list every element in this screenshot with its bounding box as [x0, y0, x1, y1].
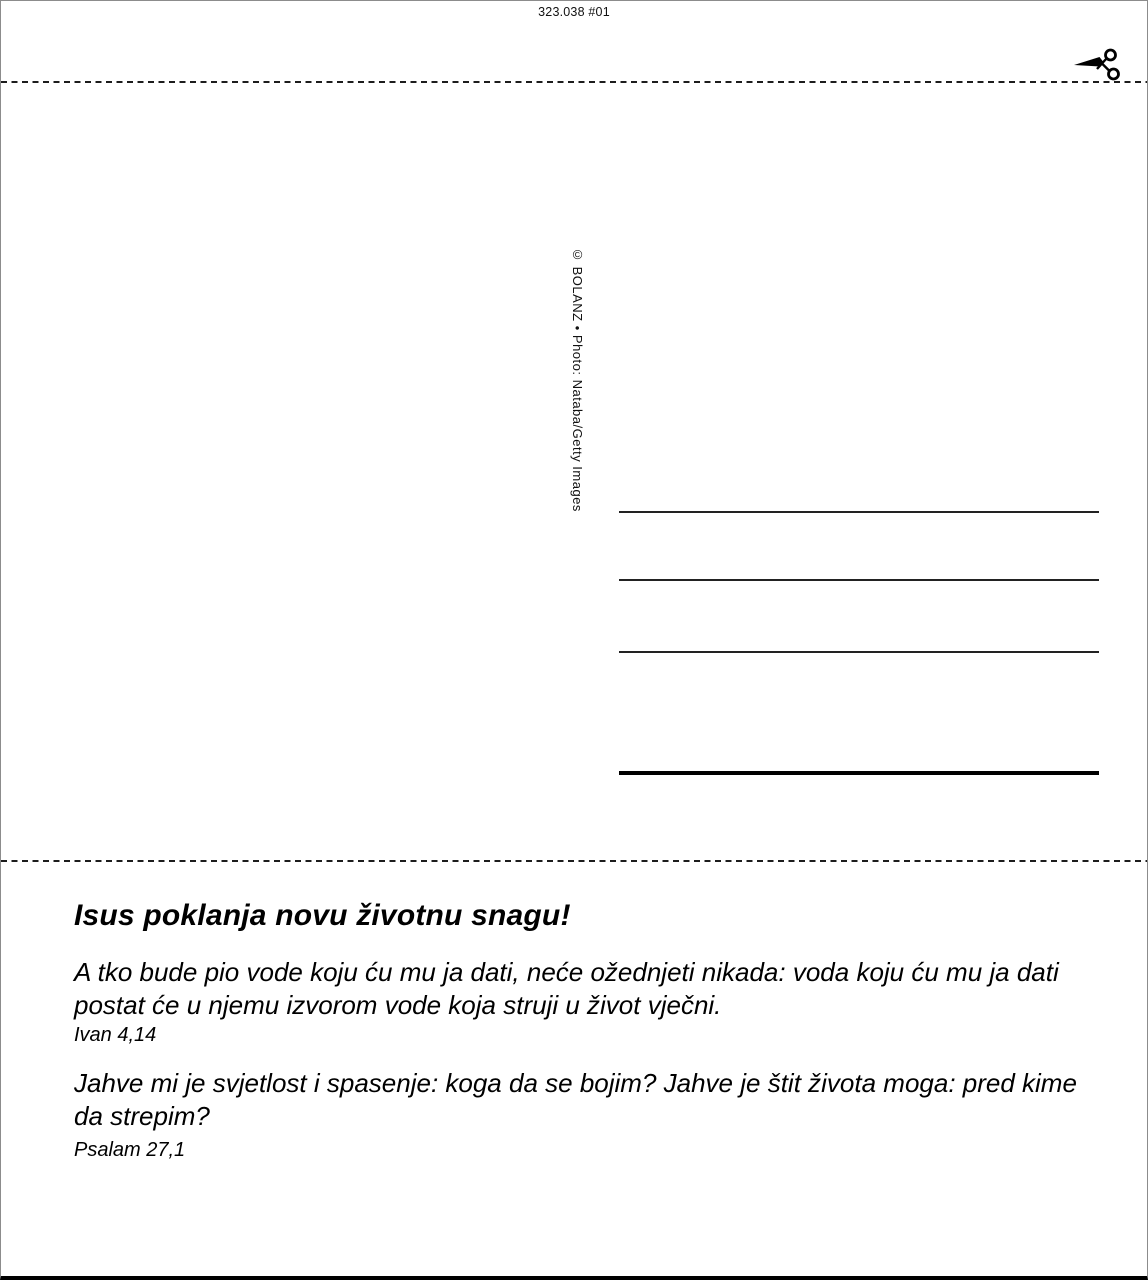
scissors-icon — [1073, 47, 1121, 83]
cut-line-top — [1, 81, 1147, 83]
verse-text: A tko bude pio vode koju ću mu ja dati, neće ožednjeti nikada: voda koju ću mu ja dati postat će u njemu izvorom vode koja struji u život vječni. — [74, 957, 1059, 1020]
address-line-bottom — [619, 771, 1099, 775]
address-line — [619, 651, 1099, 653]
message-block — [74, 898, 1089, 1162]
print-code: 323.038 #01 — [538, 5, 610, 19]
address-line — [619, 511, 1099, 513]
verse-block — [74, 1067, 1089, 1162]
verse-reference: Psalam 27,1 — [74, 1139, 186, 1161]
verse-block — [74, 956, 1089, 1047]
cut-line-bottom — [1, 860, 1147, 862]
postcard-heading: Isus poklanja novu životnu snagu! — [74, 899, 571, 932]
address-line — [619, 579, 1099, 581]
verse-text: Jahve mi je svjetlost i spasenje: koga da se bojim? Jahve je štit života moga: pred kime da strepim? — [74, 1068, 1077, 1131]
photo-credit: © BOLANZ • Photo: Nataba/Getty Images — [570, 247, 585, 512]
verse-reference: Ivan 4,14 — [74, 1024, 157, 1046]
